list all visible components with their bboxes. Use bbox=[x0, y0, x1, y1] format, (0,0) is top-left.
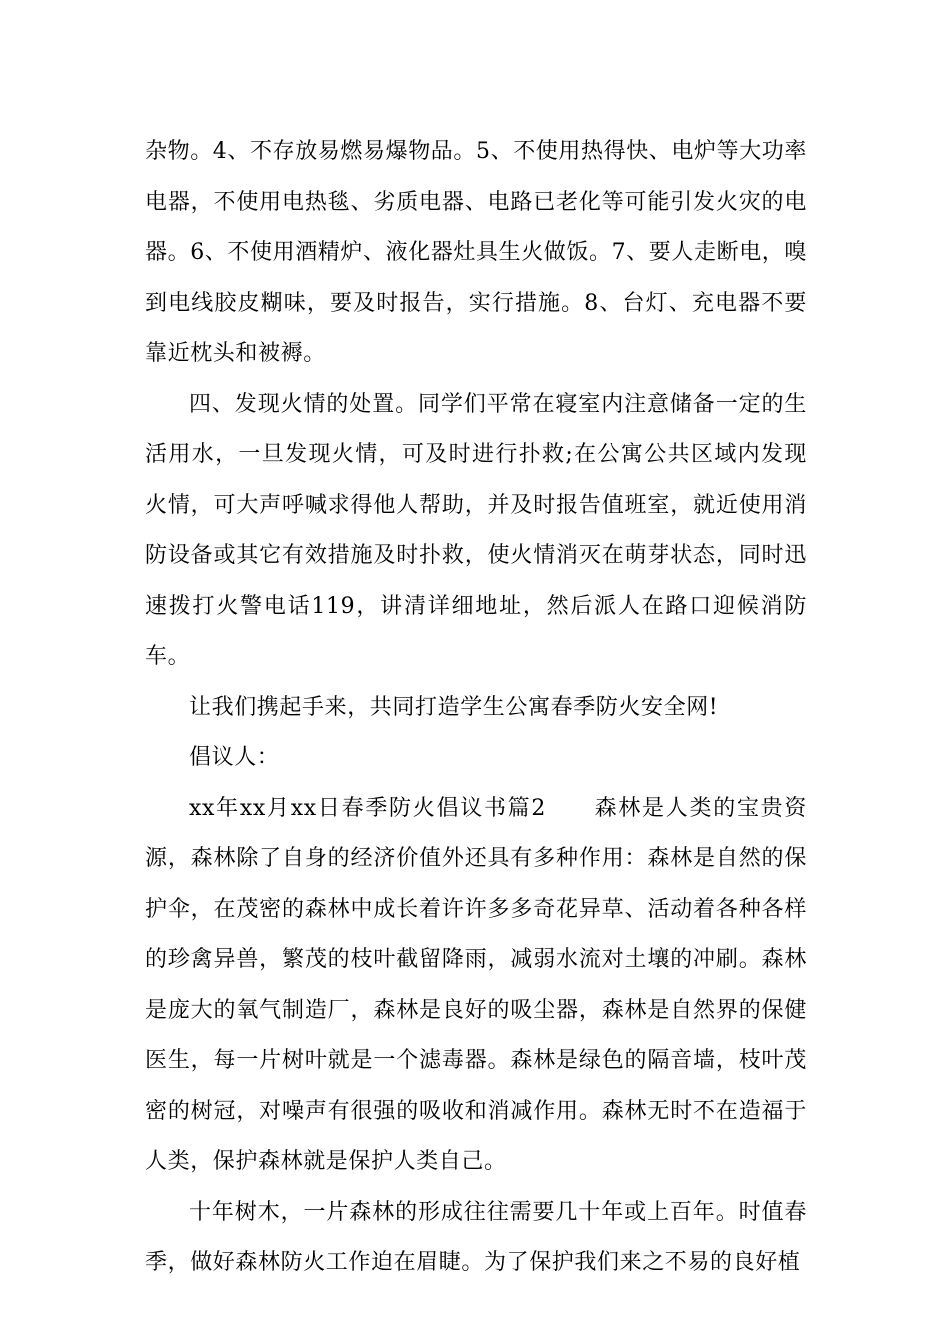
paragraph-call-to-action: 让我们携起手来，共同打造学生公寓春季防火安全网! bbox=[189, 694, 719, 720]
paragraph-fire-handling: 四、发现火情的处置。同学们平常在寝室内注意储备一定的生活用水，一旦发现火情，可及时进行扑救;在公寓公共区域内发现火情，可大声呼喊求得他人帮助，并及时报告值班室，就近使用消防设备或其它有效措施及时扑救，使火情消灭在萌芽状态，同时迅速拨打火警电话119，讲清详细地址，然后派人在路口迎候消防车。 bbox=[145, 391, 807, 669]
paragraph-forest-value: xx年xx月xx日春季防火倡议书篇2 森林是人类的宝贵资源，森林除了自身的经济价值外还具有多种作用：森林是自然的保护伞，在茂密的森林中成长着许许多多奇花异草、活动着各种各样的珍禽异兽，繁茂的枝叶截留降雨，减弱水流对土壤的冲刷。森林是庞大的氧气制造厂，森林是良好的吸尘器，森林是自然界的保健医生，每一片树叶就是一个滤毒器。森林是绿色的隔音墙，枝叶茂密的树冠，对噪声有很强的吸收和消减作用。森林无时不在造福于人类，保护森林就是保护人类自己。 bbox=[145, 795, 807, 1174]
paragraph-initiator: 倡议人： bbox=[189, 745, 280, 770]
paragraph-forest-protection: 十年树木，一片森林的形成往往需要几十年或上百年。时值春季，做好森林防火工作迫在眉睫。为了保护我们来之不易的良好植 bbox=[145, 1199, 807, 1275]
document-body bbox=[145, 127, 807, 1289]
paragraph-items-4-to-8: 杂物。4、不存放易燃易爆物品。5、不使用热得快、电炉等大功率电器，不使用电热毯、劣质电器、电路已老化等可能引发火灾的电器。6、不使用酒精炉、液化器灶具生火做饭。7、要人走断电，嗅到电线胶皮糊味，要及时报告，实行措施。8、台灯、充电器不要靠近枕头和被褥。 bbox=[145, 139, 807, 366]
